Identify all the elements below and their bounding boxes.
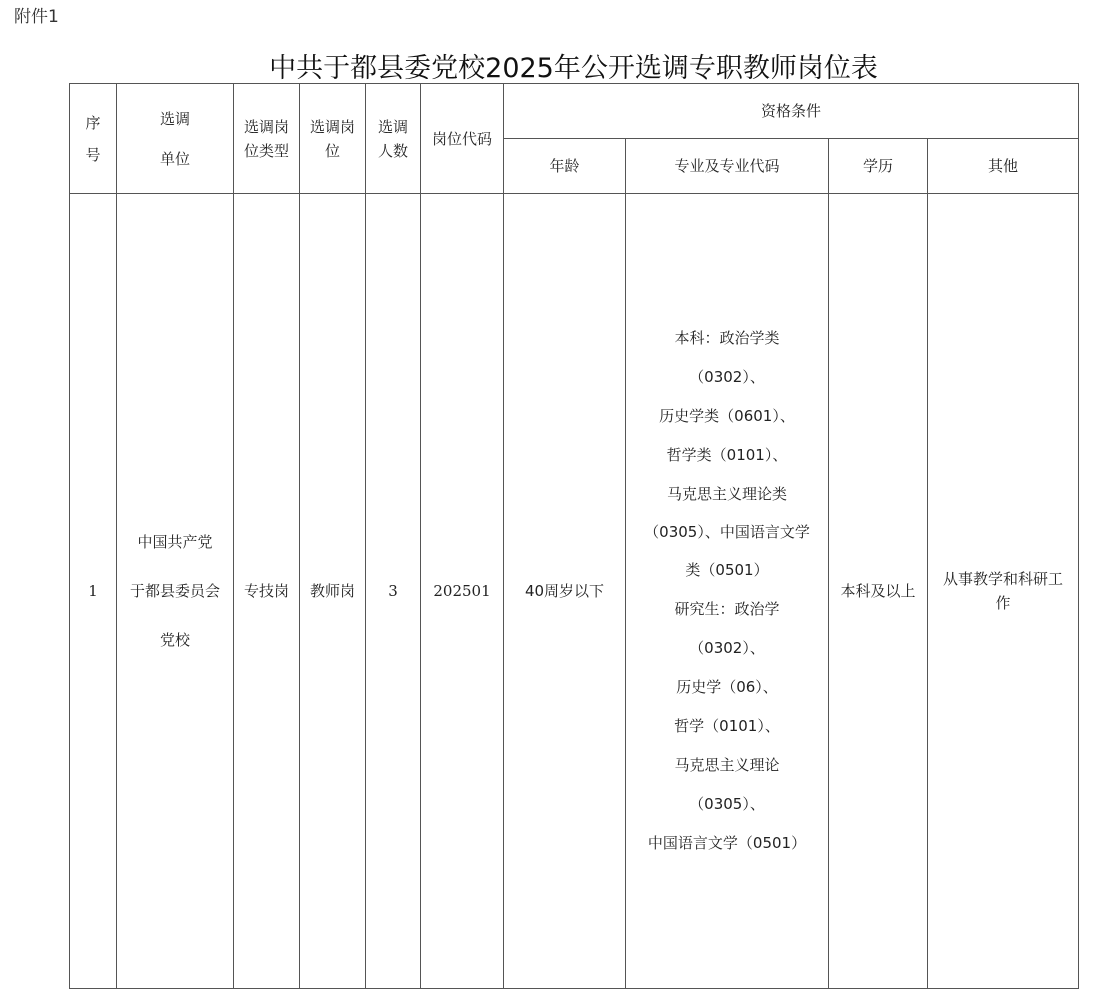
- header-unit-line1: 选调: [159, 109, 190, 128]
- major-line: 哲学（0101）、: [674, 717, 780, 735]
- major-line: （0305）、中国语言文学: [644, 523, 810, 541]
- header-education: 学历: [829, 139, 928, 194]
- job-table: [69, 83, 1079, 989]
- cell-age: 40周岁以下: [504, 194, 626, 989]
- cell-unit: [117, 194, 234, 989]
- header-post-line2: 位: [324, 141, 340, 160]
- header-count-line1: 选调: [377, 117, 408, 136]
- cell-unit-line: 中国共产党: [137, 532, 213, 551]
- major-line: 历史学类（0601）、: [659, 407, 795, 425]
- cell-post-code: 202501: [421, 194, 504, 989]
- cell-major: [626, 194, 829, 989]
- cell-unit-line: 于都县委员会: [129, 581, 220, 600]
- major-line: 历史学（06）、: [676, 678, 778, 696]
- major-line: 马克思主义理论类: [666, 485, 787, 503]
- major-line: （0305）、: [689, 795, 765, 813]
- header-post-type-line1: 选调岗: [243, 117, 289, 136]
- header-seq-line2: 号: [85, 145, 101, 164]
- header-post-code: 岗位代码: [421, 84, 504, 194]
- major-line: 类（0501）: [685, 561, 769, 579]
- cell-post: 教师岗: [300, 194, 366, 989]
- cell-post-type: 专技岗: [234, 194, 300, 989]
- major-line: 中国语言文学（0501）: [647, 834, 807, 852]
- major-list: [626, 317, 828, 865]
- header-major: 专业及专业代码: [626, 139, 829, 194]
- header-count: [366, 84, 421, 194]
- major-line: 马克思主义理论: [674, 756, 780, 774]
- header-post-type: [234, 84, 300, 194]
- major-line: 研究生：政治学: [674, 600, 780, 618]
- cell-unit-line: 党校: [159, 630, 190, 649]
- cell-education: 本科及以上: [829, 194, 928, 989]
- cell-other: 从事教学和科研工作: [928, 194, 1079, 989]
- header-qualifications: 资格条件: [504, 84, 1079, 139]
- header-seq: [70, 84, 117, 194]
- table-row: [70, 194, 1079, 989]
- header-post-line1: 选调岗: [309, 117, 355, 136]
- header-unit-line2: 单位: [159, 149, 190, 168]
- cell-seq: 1: [70, 194, 117, 989]
- major-line: 本科：政治学类: [674, 329, 780, 347]
- major-line: 哲学类（0101）、: [666, 446, 788, 464]
- header-post: [300, 84, 366, 194]
- attachment-label: 附件1: [14, 7, 59, 27]
- header-row-1: [70, 84, 1079, 139]
- header-post-type-line2: 位类型: [243, 141, 289, 160]
- major-line: （0302）、: [689, 368, 765, 386]
- header-age: 年龄: [504, 139, 626, 194]
- page-title: 中共于都县委党校2025年公开选调专职教师岗位表: [269, 53, 878, 84]
- header-unit: [117, 84, 234, 194]
- major-line: （0302）、: [689, 639, 765, 657]
- header-seq-line1: 序: [85, 113, 101, 132]
- header-other: 其他: [928, 139, 1079, 194]
- header-count-line2: 人数: [377, 141, 408, 160]
- cell-count: 3: [366, 194, 421, 989]
